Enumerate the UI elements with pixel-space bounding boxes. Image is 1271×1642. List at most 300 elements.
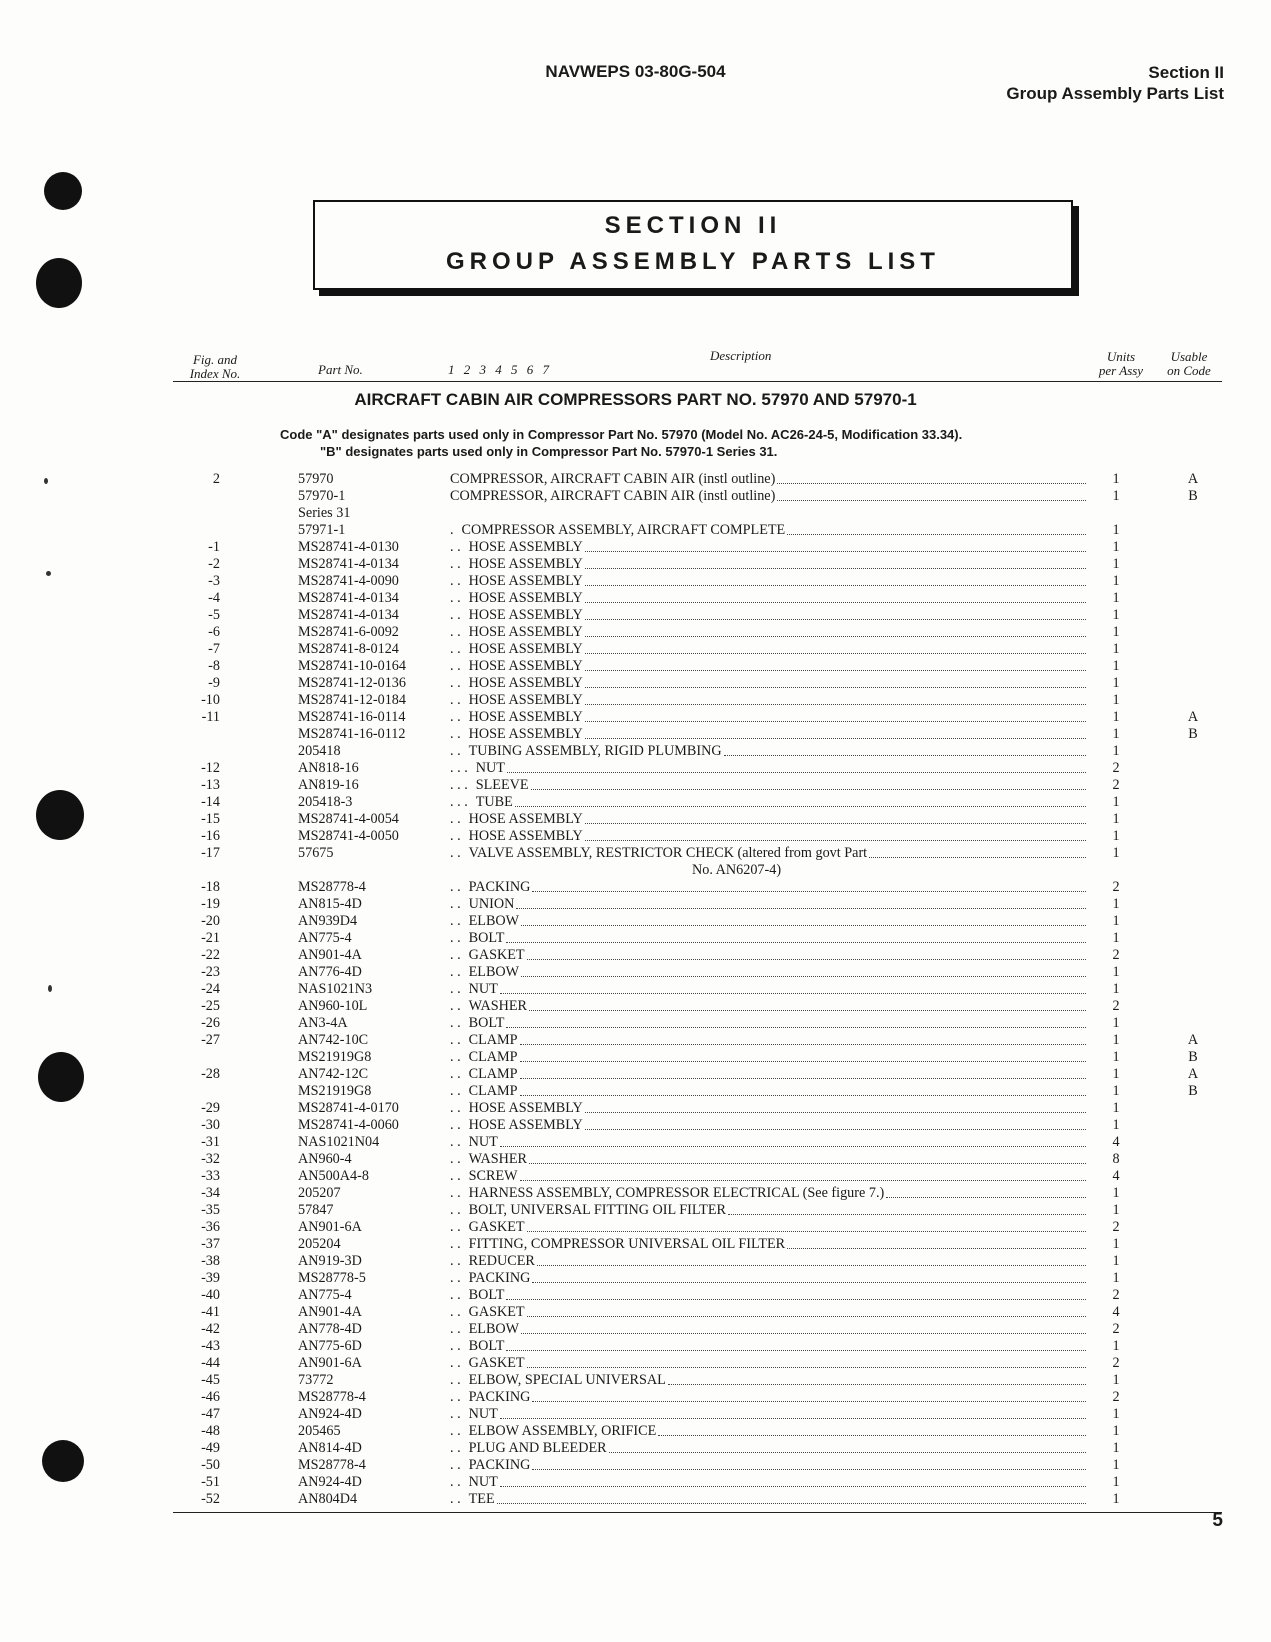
col-units-line1: Units	[1106, 349, 1136, 364]
description-text: HOSE ASSEMBLY	[468, 811, 583, 827]
dot-leader	[609, 1440, 1086, 1453]
table-row	[0, 794, 1271, 811]
dot-leader	[777, 471, 1086, 484]
indent-dots: . .	[450, 1389, 461, 1405]
usable-on-code: A	[1187, 471, 1199, 487]
indent-dots: . .	[450, 1287, 461, 1303]
part-number: AN901-6A	[298, 1355, 362, 1371]
description	[450, 828, 1086, 845]
description	[450, 1117, 1086, 1134]
col-part-no: Part No.	[318, 362, 363, 377]
description	[450, 1032, 1086, 1049]
indent-dots: . .	[450, 1304, 461, 1320]
index-number: -52	[201, 1491, 220, 1507]
usable-on-code: B	[1188, 1083, 1198, 1099]
index-number: -46	[201, 1389, 220, 1405]
description-text: REDUCER	[468, 1253, 535, 1269]
table-row	[0, 471, 1271, 488]
indent-dots: . .	[450, 1474, 461, 1490]
table-row	[0, 1049, 1271, 1066]
dot-leader	[527, 947, 1086, 960]
units-per-assy: 1	[1112, 1253, 1120, 1269]
description	[450, 981, 1086, 998]
units-per-assy: 2	[1112, 1389, 1120, 1405]
description	[450, 607, 1086, 624]
index-number: -23	[201, 964, 220, 980]
description	[450, 964, 1086, 981]
index-number: -5	[208, 607, 220, 623]
col-fig-index	[180, 353, 250, 381]
table-row	[0, 743, 1271, 760]
index-number: -18	[201, 879, 220, 895]
footer-rule	[173, 1512, 1222, 1513]
description-text: ELBOW ASSEMBLY, ORIFICE	[468, 1423, 657, 1439]
index-number: -24	[201, 981, 220, 997]
description-text: TUBING ASSEMBLY, RIGID PLUMBING	[468, 743, 722, 759]
dot-leader	[515, 794, 1086, 807]
table-row	[0, 692, 1271, 709]
table-row	[0, 828, 1271, 845]
part-number: MS28778-4	[298, 879, 366, 895]
table-row	[0, 488, 1271, 505]
description	[450, 1202, 1086, 1219]
description-text: GASKET	[468, 1304, 525, 1320]
part-number: MS28741-8-0124	[298, 641, 399, 657]
table-row	[0, 1151, 1271, 1168]
units-per-assy: 2	[1112, 998, 1120, 1014]
units-per-assy: 1	[1112, 709, 1120, 725]
description	[450, 556, 1086, 573]
description	[450, 777, 1086, 794]
description-text: HOSE ASSEMBLY	[468, 1117, 583, 1133]
units-per-assy: 1	[1112, 1270, 1120, 1286]
dot-leader	[585, 556, 1086, 569]
units-per-assy: 1	[1112, 573, 1120, 589]
units-per-assy: 1	[1112, 1372, 1120, 1388]
description	[450, 1474, 1086, 1491]
description	[450, 1151, 1086, 1168]
table-row	[0, 1253, 1271, 1270]
table-row	[0, 522, 1271, 539]
index-number: -35	[201, 1202, 220, 1218]
table-row	[0, 1457, 1271, 1474]
table-row	[0, 1202, 1271, 1219]
index-number: -1	[208, 539, 220, 555]
description	[450, 1491, 1086, 1508]
indent-dots: . .	[450, 811, 461, 827]
units-per-assy: 2	[1112, 1321, 1120, 1337]
col-usable-line1: Usable	[1170, 349, 1208, 364]
indent-dots: . .	[450, 1423, 461, 1439]
units-per-assy: 1	[1112, 488, 1120, 504]
description-text: PACKING	[468, 1457, 531, 1473]
description	[450, 1457, 1086, 1474]
description-text: TUBE	[475, 794, 513, 810]
part-number: AN919-3D	[298, 1253, 362, 1269]
dot-leader	[787, 522, 1086, 535]
description-text: VALVE ASSEMBLY, RESTRICTOR CHECK (altered from govt Part	[468, 845, 868, 861]
dot-leader	[585, 1100, 1086, 1113]
table-row	[0, 709, 1271, 726]
part-number: AN778-4D	[298, 1321, 362, 1337]
description-text: HOSE ASSEMBLY	[468, 556, 583, 572]
description-text: HOSE ASSEMBLY	[468, 624, 583, 640]
description-text: NUT	[475, 760, 505, 776]
index-number: -49	[201, 1440, 220, 1456]
list-title: AIRCRAFT CABIN AIR COMPRESSORS PART NO. 57970 AND 57970-1	[354, 390, 917, 409]
description-text: COMPRESSOR, AIRCRAFT CABIN AIR (instl outline)	[450, 488, 776, 504]
indent-dots: . .	[450, 1270, 461, 1286]
indent-dots: . .	[450, 658, 461, 674]
description-text: GASKET	[468, 1219, 525, 1235]
indent-dots: . .	[450, 556, 461, 572]
units-per-assy: 1	[1112, 1474, 1120, 1490]
part-number: MS28741-4-0130	[298, 539, 399, 555]
section-title: Group Assembly Parts List	[1006, 84, 1224, 103]
table-row	[0, 624, 1271, 641]
dot-leader	[787, 1236, 1086, 1249]
part-number: MS28741-4-0054	[298, 811, 399, 827]
title-line-1: SECTION II	[604, 212, 782, 239]
description-text: PLUG AND BLEEDER	[468, 1440, 607, 1456]
units-per-assy: 1	[1112, 743, 1120, 759]
part-number: AN742-10C	[298, 1032, 369, 1048]
dot-leader	[521, 913, 1086, 926]
description-text: HOSE ASSEMBLY	[468, 607, 583, 623]
part-number: AN814-4D	[298, 1440, 362, 1456]
indent-dots: . .	[450, 675, 461, 691]
description	[450, 862, 1271, 879]
description-text: HOSE ASSEMBLY	[468, 539, 583, 555]
description-text: UNION	[468, 896, 515, 912]
description	[450, 1287, 1086, 1304]
description	[450, 1083, 1086, 1100]
part-number: 205418	[298, 743, 341, 759]
dot-leader	[532, 1270, 1086, 1283]
dot-leader	[516, 896, 1086, 909]
table-row	[0, 1015, 1271, 1032]
dot-leader	[537, 1253, 1086, 1266]
units-per-assy: 1	[1112, 964, 1120, 980]
indent-dots: . .	[450, 1321, 461, 1337]
indent-dots: . .	[450, 1117, 461, 1133]
index-number: -8	[208, 658, 220, 674]
description-text: No. AN6207-4)	[692, 862, 782, 878]
indent-dots: . .	[450, 1236, 461, 1252]
part-number: 205207	[298, 1185, 341, 1201]
indent-dots: . .	[450, 607, 461, 623]
index-number: -13	[201, 777, 220, 793]
table-row	[0, 1372, 1271, 1389]
dot-leader	[777, 488, 1086, 501]
usable-on-code: B	[1188, 1049, 1198, 1065]
description-text: FITTING, COMPRESSOR UNIVERSAL OIL FILTER	[468, 1236, 786, 1252]
units-per-assy: 1	[1112, 1423, 1120, 1439]
description	[450, 1270, 1086, 1287]
indent-dots: . .	[450, 879, 461, 895]
description-text: GASKET	[468, 947, 525, 963]
indent-dots: . .	[450, 1457, 461, 1473]
table-row	[0, 947, 1271, 964]
parts-table	[0, 471, 1271, 1508]
dot-leader	[527, 1355, 1086, 1368]
part-number: 73772	[298, 1372, 334, 1388]
description-text: CLAMP	[468, 1066, 518, 1082]
usable-on-code: B	[1188, 726, 1198, 742]
table-row	[0, 879, 1271, 896]
index-number: -7	[208, 641, 220, 657]
description	[450, 522, 1086, 539]
col-fig-line1: Fig. and	[192, 352, 238, 367]
part-number: 205465	[298, 1423, 341, 1439]
table-row	[0, 1491, 1271, 1508]
indent-dots: . .	[450, 1083, 461, 1099]
indent-dots: . . .	[450, 760, 468, 776]
description-text: HOSE ASSEMBLY	[468, 641, 583, 657]
code-note-a: Code "A" designates parts used only in Compressor Part No. 57970 (Model No. AC26-24-5, Modification 33.34).	[280, 427, 963, 442]
units-per-assy: 1	[1112, 1440, 1120, 1456]
indent-dots: . .	[450, 1185, 461, 1201]
index-number: -25	[201, 998, 220, 1014]
part-number: MS28741-4-0060	[298, 1117, 399, 1133]
description	[450, 1066, 1086, 1083]
indent-dots: . .	[450, 896, 461, 912]
description-text: HARNESS ASSEMBLY, COMPRESSOR ELECTRICAL (See figure 7.)	[468, 1185, 885, 1201]
description-text: PACKING	[468, 879, 531, 895]
description-text: HOSE ASSEMBLY	[468, 658, 583, 674]
part-number: AN960-10L	[298, 998, 368, 1014]
part-number: 205418-3	[298, 794, 353, 810]
description-text: COMPRESSOR, AIRCRAFT CABIN AIR (instl outline)	[450, 471, 776, 487]
description	[450, 624, 1086, 641]
part-number: AN775-6D	[298, 1338, 362, 1354]
units-per-assy: 1	[1112, 522, 1120, 538]
description-text: HOSE ASSEMBLY	[468, 675, 583, 691]
dot-leader	[668, 1372, 1086, 1385]
part-number: 57971-1	[298, 522, 346, 538]
indent-dots: . .	[450, 1406, 461, 1422]
dot-leader	[500, 981, 1086, 994]
description	[450, 1219, 1086, 1236]
units-per-assy: 1	[1112, 845, 1120, 861]
indent-dots: . .	[450, 709, 461, 725]
index-number: -31	[201, 1134, 220, 1150]
indent-dots: . .	[450, 1372, 461, 1388]
units-per-assy: 1	[1112, 794, 1120, 810]
dot-leader	[585, 675, 1086, 688]
indent-dots: . .	[450, 1440, 461, 1456]
description	[450, 1168, 1086, 1185]
table-row	[0, 1066, 1271, 1083]
description-text: HOSE ASSEMBLY	[468, 573, 583, 589]
units-per-assy: 1	[1112, 1032, 1120, 1048]
dot-leader	[507, 760, 1086, 773]
units-per-assy: 2	[1112, 1287, 1120, 1303]
index-number: -26	[201, 1015, 220, 1031]
description	[450, 675, 1086, 692]
description-text: NUT	[468, 1474, 498, 1490]
part-number: MS28741-4-0170	[298, 1100, 399, 1116]
col-units	[1092, 350, 1150, 378]
usable-on-code: A	[1187, 1066, 1199, 1082]
description	[450, 1100, 1086, 1117]
table-row	[0, 862, 1271, 879]
indent-dots: . .	[450, 947, 461, 963]
indent-dots: . .	[450, 1202, 461, 1218]
part-number: 57970-1	[298, 488, 346, 504]
description-text: PACKING	[468, 1270, 531, 1286]
document-number: NAVWEPS 03-80G-504	[545, 62, 726, 81]
table-row	[0, 1134, 1271, 1151]
part-number: 57970	[298, 471, 334, 487]
usable-on-code: A	[1187, 1032, 1199, 1048]
description	[450, 1185, 1086, 1202]
description	[450, 488, 1086, 505]
description-text: BOLT	[468, 930, 505, 946]
description-text: HOSE ASSEMBLY	[468, 709, 583, 725]
units-per-assy: 1	[1112, 1100, 1120, 1116]
part-number: AN939D4	[298, 913, 358, 929]
part-number: AN815-4D	[298, 896, 362, 912]
description-text: HOSE ASSEMBLY	[468, 590, 583, 606]
table-row	[0, 930, 1271, 947]
usable-on-code: B	[1188, 488, 1198, 504]
description	[450, 760, 1086, 777]
table-row	[0, 1338, 1271, 1355]
units-per-assy: 1	[1112, 1491, 1120, 1507]
table-row	[0, 1083, 1271, 1100]
units-per-assy: 2	[1112, 760, 1120, 776]
description	[450, 1049, 1086, 1066]
table-row	[0, 1032, 1271, 1049]
description-text: HOSE ASSEMBLY	[468, 726, 583, 742]
dot-leader	[585, 539, 1086, 552]
description	[450, 471, 1086, 488]
units-per-assy: 1	[1112, 896, 1120, 912]
units-per-assy: 1	[1112, 641, 1120, 657]
description	[450, 590, 1086, 607]
description	[450, 1253, 1086, 1270]
table-row	[0, 1474, 1271, 1491]
index-number: -40	[201, 1287, 220, 1303]
index-number: -29	[201, 1100, 220, 1116]
table-row	[0, 658, 1271, 675]
index-number: -14	[201, 794, 220, 810]
indent-dots: . .	[450, 692, 461, 708]
index-number: -38	[201, 1253, 220, 1269]
part-number: MS28778-4	[298, 1457, 366, 1473]
description-text: CLAMP	[468, 1032, 518, 1048]
description	[450, 947, 1086, 964]
part-number: AN960-4	[298, 1151, 352, 1167]
dot-leader	[532, 1457, 1086, 1470]
units-per-assy: 1	[1112, 913, 1120, 929]
dot-leader	[520, 1032, 1086, 1045]
indent-dots: .	[450, 522, 454, 538]
description-text: HOSE ASSEMBLY	[468, 692, 583, 708]
units-per-assy: 1	[1112, 692, 1120, 708]
index-number: -43	[201, 1338, 220, 1354]
units-per-assy: 1	[1112, 930, 1120, 946]
index-number: -10	[201, 692, 220, 708]
units-per-assy: 1	[1112, 675, 1120, 691]
col-usable-line2: on Code	[1167, 363, 1211, 378]
indent-dots: . .	[450, 1066, 461, 1082]
table-row	[0, 726, 1271, 743]
dot-leader	[531, 777, 1086, 790]
units-per-assy: 1	[1112, 1202, 1120, 1218]
indent-dots: . .	[450, 1032, 461, 1048]
table-row	[0, 1270, 1271, 1287]
table-row	[0, 675, 1271, 692]
dot-leader	[585, 726, 1086, 739]
description-text: HOSE ASSEMBLY	[468, 1100, 583, 1116]
table-row	[0, 590, 1271, 607]
part-number: MS28778-4	[298, 1389, 366, 1405]
index-number: -6	[208, 624, 220, 640]
index-number: 2	[212, 471, 220, 487]
description	[450, 641, 1086, 658]
description-text: BOLT	[468, 1287, 505, 1303]
binder-hole	[44, 172, 82, 210]
description-text: ELBOW, SPECIAL UNIVERSAL	[468, 1372, 666, 1388]
units-per-assy: 1	[1112, 1338, 1120, 1354]
description-text: COMPRESSOR ASSEMBLY, AIRCRAFT COMPLETE	[461, 522, 786, 538]
description	[450, 709, 1086, 726]
dot-leader	[529, 1151, 1086, 1164]
page-number: 5	[1212, 1510, 1223, 1531]
dot-leader	[521, 1321, 1086, 1334]
dot-leader	[527, 1304, 1086, 1317]
indent-dots: . .	[450, 1049, 461, 1065]
index-number: -42	[201, 1321, 220, 1337]
indent-dots: . .	[450, 1253, 461, 1269]
index-number: -21	[201, 930, 220, 946]
index-number: -11	[201, 709, 220, 725]
part-number: MS21919G8	[298, 1049, 372, 1065]
table-row	[0, 981, 1271, 998]
dot-leader	[585, 811, 1086, 824]
index-number: -34	[201, 1185, 220, 1201]
indent-dots: . .	[450, 1100, 461, 1116]
units-per-assy: 1	[1112, 1015, 1120, 1031]
index-number: -50	[201, 1457, 220, 1473]
table-row	[0, 641, 1271, 658]
units-per-assy: 1	[1112, 471, 1120, 487]
dot-leader	[497, 1491, 1086, 1504]
units-per-assy: 2	[1112, 879, 1120, 895]
table-row	[0, 539, 1271, 556]
index-number: -41	[201, 1304, 220, 1320]
dot-leader	[585, 1117, 1086, 1130]
index-number: -27	[201, 1032, 220, 1048]
description-text: PACKING	[468, 1389, 531, 1405]
dot-leader	[529, 998, 1086, 1011]
units-per-assy: 4	[1112, 1304, 1120, 1320]
table-row	[0, 1321, 1271, 1338]
indent-dots: . .	[450, 1134, 461, 1150]
part-number: AN500A4-8	[298, 1168, 369, 1184]
part-number: AN819-16	[298, 777, 359, 793]
table-row	[0, 1389, 1271, 1406]
part-number: MS28741-4-0134	[298, 607, 399, 623]
table-row	[0, 505, 1271, 522]
description-text: SLEEVE	[475, 777, 529, 793]
col-indent-levels: 1 2 3 4 5 6 7	[448, 362, 552, 377]
table-row	[0, 1423, 1271, 1440]
part-number: MS21919G8	[298, 1083, 372, 1099]
dot-leader	[585, 828, 1086, 841]
